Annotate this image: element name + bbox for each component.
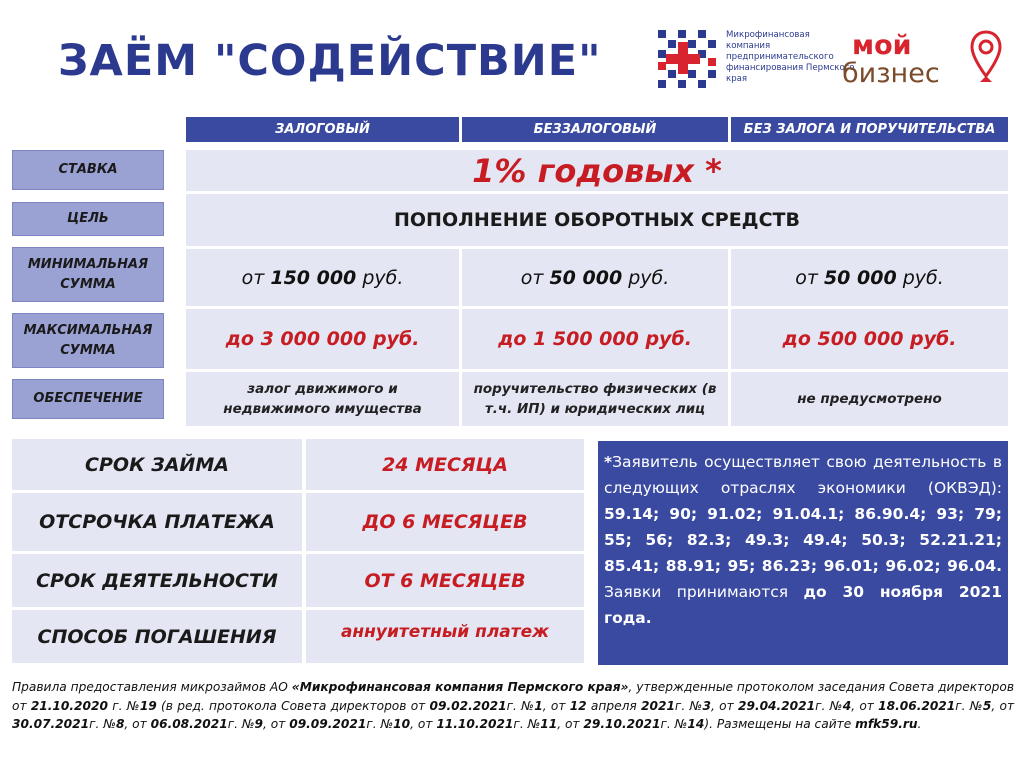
purpose-cell <box>186 194 1008 246</box>
mfk-logo-text: Микрофинансовая компания предпринимательского финансирования Пермского края <box>726 30 855 84</box>
max-amount-cell <box>731 309 1008 369</box>
page-title: ЗАЁМ "СОДЕЙСТВИЕ" <box>58 36 602 86</box>
min-amount-cell: от 50 000 руб. <box>731 249 1008 306</box>
row-label-max-amount: МАКСИМАЛЬНАЯ СУММА <box>12 313 164 368</box>
min-amount-value: 50 000 <box>823 266 897 289</box>
row-label-purpose: ЦЕЛЬ <box>12 202 164 236</box>
eligibility-note: *Заявитель осуществляет свою деятельность в следующих отраслях экономики (ОКВЭД): 59.14; 90; 91.02; 91.04.1; 86.90.4; 93; 79; 55; 56; 82.3; 49.3; 49.4; 50.3; 52.21.21; 85.41; 88.91; 95; 86.23; 96.01; 96.02; 96.04. Заявки принимаются до 30 ноября 2021 года. <box>598 441 1008 665</box>
footer-rules-text: Правила предоставления микрозаймов АО «Микрофинансовая компания Пермского края», утвержденные протоколом заседания Совета директоров от 21.10.2020 г. №19 (в ред. протокола Совета директоров от 09.02.2021г. №1, от 12 апреля 2021г. №3, от 29.04.2021г. №4, от 18.06.2021г. №5, от 30.07.2021г. №8, от 06.08.2021г. №9, от 09.09.2021г. №10, от 11.10.2021г. №11, от 29.10.2021г. №14). Размещены на сайте mfk59.ru. <box>12 680 1015 731</box>
rate-cell <box>186 150 1008 191</box>
max-amount-value: до 1 500 000 руб. <box>498 328 692 350</box>
row-label-min-amount: МИНИМАЛЬНАЯ СУММА <box>12 247 164 302</box>
column-header-secured: ЗАЛОГОВЫЙ <box>186 117 459 142</box>
min-amount-cell: от 150 000 руб. <box>186 249 459 306</box>
min-amount-value: 50 000 <box>549 266 623 289</box>
column-header-no-security: БЕЗ ЗАЛОГА И ПОРУЧИТЕЛЬСТВА <box>731 117 1008 142</box>
deferral-value: ДО 6 МЕСЯЦЕВ <box>306 493 584 551</box>
row-label-security: ОБЕСПЕЧЕНИЕ <box>12 379 164 419</box>
map-pin-icon <box>970 30 1002 88</box>
security-cell <box>186 372 459 426</box>
moy-biznes-logo-line2: бизнес <box>842 58 940 89</box>
deferral-label: ОТСРОЧКА ПЛАТЕЖА <box>12 493 302 551</box>
max-amount-value: до 500 000 руб. <box>782 328 957 350</box>
max-amount-cell <box>186 309 459 369</box>
security-cell <box>731 372 1008 426</box>
column-header-unsecured: БЕЗЗАЛОГОВЫЙ <box>462 117 728 142</box>
term-value: 24 МЕСЯЦА <box>306 439 584 490</box>
purpose-value: ПОПОЛНЕНИЕ ОБОРОТНЫХ СРЕДСТВ <box>394 209 800 231</box>
activity-term-value: ОТ 6 МЕСЯЦЕВ <box>306 554 584 607</box>
repayment-label: СПОСОБ ПОГАШЕНИЯ <box>12 610 302 663</box>
security-cell <box>462 372 728 426</box>
max-amount-cell <box>462 309 728 369</box>
site-link[interactable]: mfk59.ru <box>855 717 918 731</box>
moy-biznes-logo-line1: мой <box>852 30 912 61</box>
deadline: до 30 ноября 2021 года. <box>604 583 1002 627</box>
security-value: залог движимого и недвижимого имущества <box>223 381 422 417</box>
note-intro: Заявитель осуществляет свою деятельность в следующих отраслях экономики (ОКВЭД): <box>604 453 1002 497</box>
max-amount-value: до 3 000 000 руб. <box>225 328 420 350</box>
security-value: не предусмотрено <box>797 391 942 407</box>
security-value: поручительство физических (в т.ч. ИП) и юридических лиц <box>473 381 717 417</box>
term-label: СРОК ЗАЙМА <box>12 439 302 490</box>
okved-codes: 59.14; 90; 91.02; 91.04.1; 86.90.4; 93; 79; 55; 56; 82.3; 49.3; 49.4; 50.3; 52.21.21; 85.41; 88.91; 95; 86.23; 96.01; 96.02; 96.04. <box>604 505 1002 575</box>
row-label-rate: СТАВКА <box>12 150 164 190</box>
min-amount-cell: от 50 000 руб. <box>462 249 728 306</box>
mfk-logo-icon <box>652 28 720 88</box>
repayment-value: аннуитетный платеж <box>306 610 584 663</box>
moy-biznes-logo <box>842 30 1002 90</box>
activity-term-label: СРОК ДЕЯТЕЛЬНОСТИ <box>12 554 302 607</box>
min-amount-value: 150 000 <box>270 266 357 289</box>
rate-value: 1% годовых * <box>472 151 722 190</box>
